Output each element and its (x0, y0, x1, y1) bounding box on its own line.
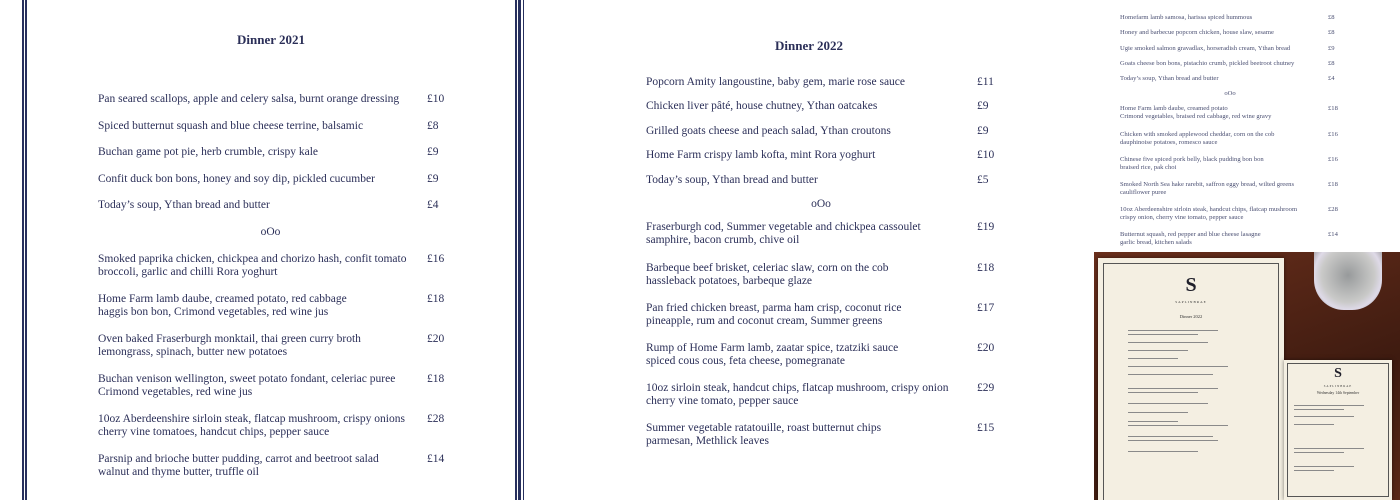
menu-item-price: £18 (1328, 105, 1338, 113)
menu-item-description: Crimond vegetables, braised red cabbage, red wine gravy (1120, 113, 1272, 121)
menu-item (646, 174, 1016, 198)
water-glass (1314, 252, 1382, 310)
menu-item-description: Chicken with smoked applewood cheddar, corn on the cob (1120, 130, 1275, 138)
menu-photo (1094, 252, 1400, 500)
photo-text-line (1128, 388, 1218, 389)
menu-item-description: cauliflower puree (1120, 189, 1167, 197)
photo-text-line (1128, 451, 1198, 452)
menu-item-price: £9 (427, 146, 439, 159)
menu-item (646, 100, 1016, 124)
menu-item (1120, 206, 1340, 231)
menu-item-description: hassleback potatoes, barbeque glaze (646, 274, 813, 287)
logo-text: SAPLINBRAE (1175, 300, 1207, 304)
menu-item (646, 125, 1016, 149)
menu-item (646, 221, 1016, 261)
photo-text-line (1128, 425, 1228, 426)
menu-item-description: Today’s soup, Ythan bread and butter (1120, 75, 1219, 83)
menu-item-description: Chicken liver pâté, house chutney, Ythan oatcakes (646, 100, 878, 113)
menu-item (646, 76, 1016, 100)
menu-item-price: £8 (1328, 59, 1335, 67)
menu-item-description: spiced cous cous, feta cheese, pomegranate (646, 355, 845, 368)
logo-letter: S (1185, 274, 1197, 296)
menu-item-price: £20 (427, 332, 445, 345)
menu-item (1120, 60, 1340, 75)
menu-item-description: Crimond vegetables, red wine jus (98, 385, 253, 398)
menu-item (646, 342, 1016, 382)
photo-text-line (1294, 452, 1344, 453)
menu-item (98, 333, 458, 373)
menu-item (98, 253, 458, 293)
menu-item-price: £16 (1328, 130, 1338, 138)
photo-text-line (1294, 416, 1354, 417)
menu-item-price: £16 (427, 252, 445, 265)
menu-item-price: £20 (977, 342, 995, 355)
menu-item-description: Popcorn Amity langoustine, baby gem, marie rose sauce (646, 76, 906, 88)
menu-item-price: £28 (427, 412, 445, 425)
menu-item-description: Pan seared scallops, apple and celery salsa, burnt orange dressing (98, 93, 400, 105)
photo-text-line (1128, 421, 1178, 422)
menu-item-price: £18 (977, 261, 995, 274)
menu-item (646, 422, 1016, 462)
menu-item-price: £9 (977, 124, 989, 137)
menu-item-description: garlic bread, kitchen salads (1120, 239, 1192, 247)
menu-item-price: £18 (427, 372, 445, 385)
menu-item-description: cherry vine tomatoes, handcut chips, pepper sauce (98, 425, 330, 438)
menu-item (98, 199, 458, 226)
photo-text-line (1128, 342, 1208, 343)
menu-item-description: Buchan game pot pie, herb crumble, crispy kale (98, 146, 319, 159)
menu-item-description: Home Farm lamb daube, creamed potato (1120, 105, 1228, 113)
menu-item-price: £10 (427, 93, 445, 105)
menu-item-description: haggis bon bon, Crimond vegetables, red wine jus (98, 305, 329, 318)
dinner-2021-menu (22, 0, 520, 500)
menu-item-description: Homefarm lamb samosa, harissa spiced hummous (1120, 14, 1253, 21)
menu-list (1120, 14, 1340, 257)
menu-item-description: crispy onion, cherry vine tomato, pepper sauce (1120, 214, 1244, 222)
photo-text-line (1128, 330, 1218, 331)
menu-item-description: Pan fried chicken breast, parma ham crisp, coconut rice (646, 301, 902, 314)
menu-item-price: £9 (1328, 44, 1335, 52)
photo-menu-card (1284, 360, 1392, 500)
menu-item (646, 382, 1016, 422)
menu-item (646, 149, 1016, 173)
menu-item (98, 373, 458, 413)
menu-item-description: 10oz Aberdeenshire sirloin steak, flatcap mushroom, crispy onions (98, 412, 405, 425)
menu-item-price: £4 (1328, 75, 1335, 83)
menu-item (1120, 45, 1340, 60)
menu-item-description: Grilled goats cheese and peach salad, Ythan croutons (646, 124, 891, 137)
menu-item-price: £19 (977, 221, 995, 234)
menu-list (646, 76, 1016, 463)
menu-item (1120, 29, 1340, 44)
menu-item-description: Goats cheese bon bons, pistachio crumb, pickled beetroot chutney (1120, 59, 1295, 67)
menu-item-description: Ugie smoked salmon gravadlax, horseradish cream, Ythan bread (1120, 44, 1291, 52)
menu-excerpt (1094, 0, 1400, 252)
menu-item-description: Home Farm crispy lamb kofta, mint Rora yoghurt (646, 149, 876, 162)
photo-card-title: Wednesday 14th September (1316, 391, 1360, 395)
section-separator: oOo (1224, 90, 1236, 98)
menu-item-price: £14 (427, 452, 445, 465)
menu-item-description: samphire, bacon crumb, chive oil (646, 234, 800, 247)
photo-text-line (1128, 412, 1188, 413)
photo-text-line (1128, 440, 1218, 441)
menu-item-description: Spiced butternut squash and blue cheese terrine, balsamic (98, 119, 364, 132)
menu-item-description: Butternut squash, red pepper and blue cheese lasagne (1120, 231, 1261, 239)
menu-item-description: lemongrass, spinach, butter new potatoes (98, 345, 288, 358)
menu-item (98, 453, 458, 493)
menu-item-description: Parsnip and brioche butter pudding, carrot and beetroot salad (98, 452, 379, 465)
menu-item-description: parmesan, Methlick leaves (646, 435, 769, 448)
menu-item-description: Fraserburgh cod, Summer vegetable and chickpea cassoulet (646, 221, 921, 234)
menu-item-description: Oven baked Fraserburgh monktail, thai green curry broth (98, 332, 361, 345)
menu-item-description: Summer vegetable ratatouille, roast butternut chips (646, 422, 882, 435)
menu-item-description: broccoli, garlic and chilli Rora yoghurt (98, 265, 278, 278)
menu-list (98, 93, 458, 493)
menu-item-price: £18 (1328, 181, 1338, 189)
photo-text-line (1294, 405, 1364, 406)
menu-item-description: Today’s soup, Ythan bread and butter (98, 199, 270, 212)
menu-item-description: Barbeque beef brisket, celeriac slaw, corn on the cob (646, 261, 889, 274)
menu-item-description: 10oz sirloin steak, handcut chips, flatcap mushroom, crispy onion (646, 382, 949, 395)
photo-text-line (1128, 403, 1208, 404)
photo-text-line (1294, 424, 1334, 425)
section-separator: oOo (260, 225, 281, 238)
menu-item-price: £9 (427, 172, 439, 185)
menu-item-price: £8 (427, 119, 439, 132)
menu-item-description: Confit duck bon bons, honey and soy dip, pickled cucumber (98, 172, 375, 185)
photo-menu-title: Dinner 2022 (1179, 314, 1203, 319)
menu-item (98, 293, 458, 333)
menu-item-price: £11 (977, 76, 994, 88)
menu-item-price: £10 (977, 149, 995, 162)
menu-item-description: walnut and thyme butter, truffle oil (98, 465, 259, 478)
menu-title: Dinner 2022 (774, 38, 843, 53)
menu-item (1120, 75, 1340, 90)
menu-item (646, 302, 1016, 342)
menu-item-price: £15 (977, 422, 995, 435)
menu-item (646, 262, 1016, 302)
logo-text: SAPLINBRAE (1323, 384, 1353, 388)
section-separator: oOo (811, 197, 831, 210)
menu-item-price: £4 (427, 199, 439, 212)
menu-item-price: £29 (977, 382, 995, 395)
menu-item (98, 120, 458, 147)
menu-item-description: dauphinoise potatoes, romesco sauce (1120, 138, 1218, 146)
menu-item (1120, 105, 1340, 130)
photo-text-line (1294, 448, 1364, 449)
menu-item-description: Home Farm lamb daube, creamed potato, red cabbage (98, 292, 347, 305)
photo-text-line (1294, 470, 1334, 471)
photo-text-line (1128, 334, 1198, 335)
menu-item-price: £18 (427, 292, 445, 305)
photo-text-line (1294, 466, 1354, 467)
menu-item-description: Chinese five spiced pork belly, black pudding bon bon (1120, 155, 1264, 163)
menu-item-price: £14 (1328, 231, 1338, 239)
menu-item-price: £17 (977, 301, 995, 314)
photo-text-line (1128, 436, 1213, 437)
menu-item-price: £5 (977, 173, 989, 186)
dinner-2022-menu (520, 0, 1094, 500)
photo-menu-sheet (1098, 258, 1284, 500)
menu-item-description: pineapple, rum and coconut cream, Summer greens (646, 314, 883, 327)
menu-item-description: Buchan venison wellington, sweet potato fondant, celeriac puree (98, 372, 396, 385)
menu-item-description: Today’s soup, Ythan bread and butter (646, 173, 818, 186)
menu-item-price: £16 (1328, 155, 1338, 163)
menu-item (98, 173, 458, 200)
menu-item-description: Smoked paprika chicken, chickpea and chorizo hash, confit tomato (98, 252, 407, 265)
menu-item (98, 413, 458, 453)
menu-item-description: cherry vine tomato, pepper sauce (646, 395, 799, 408)
menu-item-price: £28 (1328, 206, 1338, 214)
menu-item-description: braised rice, pak choi (1120, 163, 1177, 171)
menu-item (1120, 14, 1340, 29)
menu-title: Dinner 2021 (236, 32, 305, 47)
photo-text-line (1128, 374, 1213, 375)
photo-text-line (1294, 409, 1344, 410)
menu-item (1120, 156, 1340, 181)
menu-item-price: £8 (1328, 14, 1335, 21)
menu-item-price: £9 (977, 100, 989, 113)
photo-text-line (1128, 358, 1178, 359)
menu-item-price: £8 (1328, 29, 1335, 37)
photo-text-line (1128, 350, 1188, 351)
menu-item (1120, 131, 1340, 156)
menu-item (1120, 181, 1340, 206)
logo-letter: S (1334, 366, 1342, 381)
menu-item-description: Honey and barbecue popcorn chicken, house slaw, sesame (1120, 29, 1274, 37)
photo-text-line (1128, 392, 1198, 393)
menu-item (98, 146, 458, 173)
menu-item-description: 10oz Aberdeenshire sirloin steak, handcut chips, flatcap mushroom (1120, 206, 1298, 214)
menu-item (98, 93, 458, 120)
menu-item-description: Smoked North Sea hake rarebit, saffron eggy bread, wilted greens (1120, 181, 1295, 189)
photo-text-line (1128, 366, 1228, 367)
menu-item-description: Rump of Home Farm lamb, zaatar spice, tzatziki sauce (646, 342, 899, 355)
